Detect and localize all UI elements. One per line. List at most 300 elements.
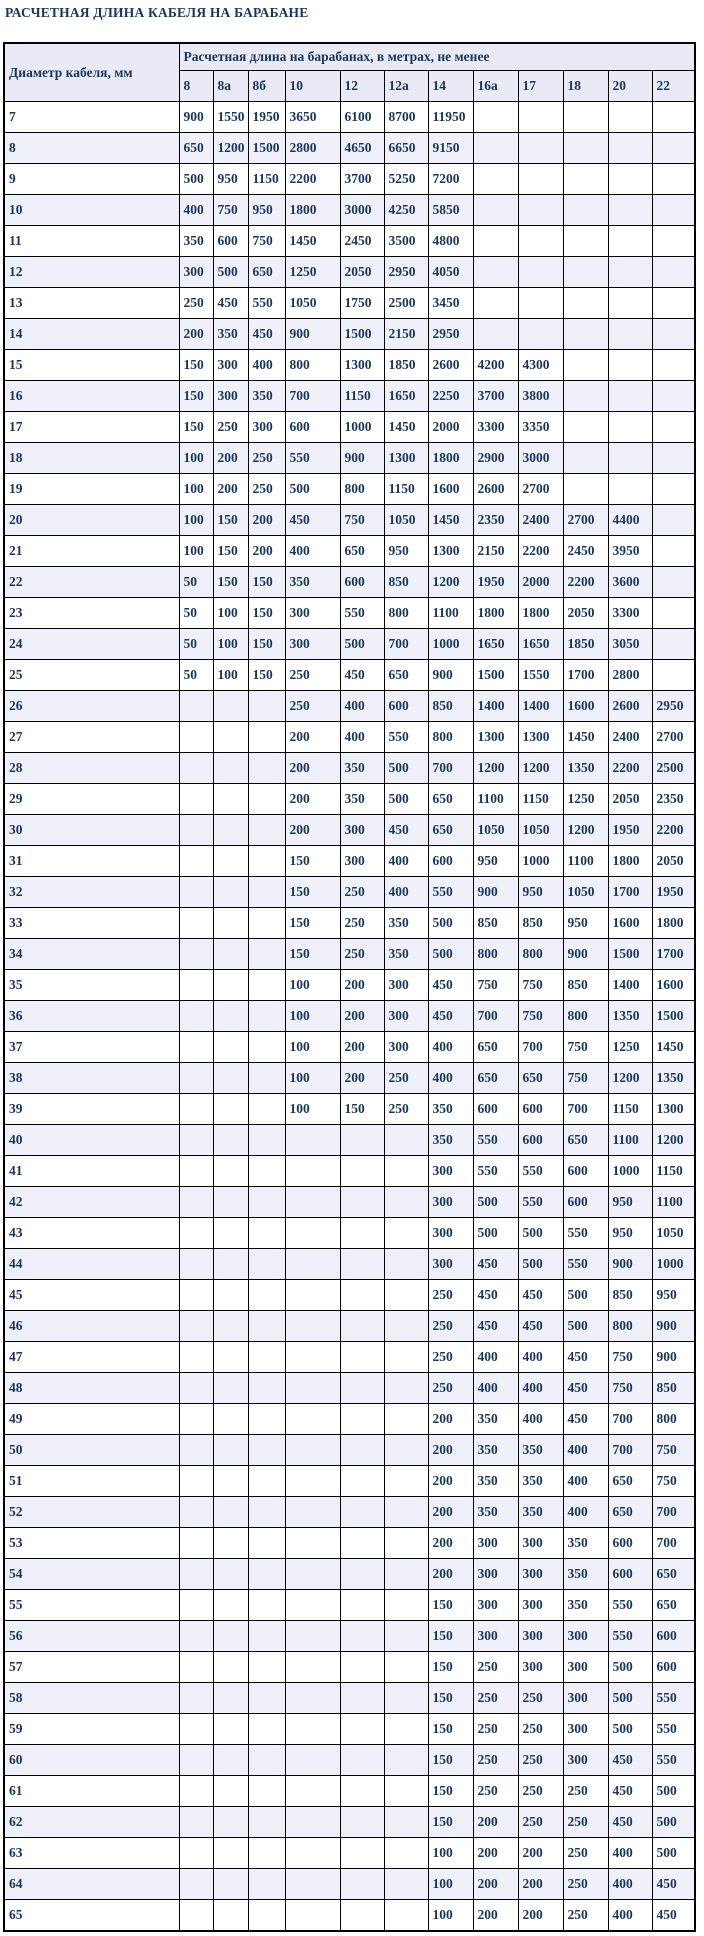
value-cell	[179, 1528, 213, 1559]
value-cell: 550	[608, 1590, 652, 1621]
value-cell: 50	[179, 660, 213, 691]
value-cell: 1400	[473, 691, 518, 722]
value-cell: 500	[473, 1187, 518, 1218]
value-cell	[213, 1373, 248, 1404]
drum-size-header: 10	[285, 71, 340, 102]
value-cell: 1100	[473, 784, 518, 815]
value-cell	[179, 1652, 213, 1683]
value-cell: 1950	[248, 102, 285, 133]
drum-size-header: 22	[652, 71, 695, 102]
value-cell	[179, 1466, 213, 1497]
diameter-cell: 17	[4, 412, 179, 443]
value-cell: 1000	[340, 412, 384, 443]
value-cell	[248, 970, 285, 1001]
value-cell: 1800	[285, 195, 340, 226]
value-cell	[285, 1590, 340, 1621]
table-row	[4, 1156, 695, 1187]
value-cell: 450	[652, 1869, 695, 1900]
value-cell: 300	[285, 598, 340, 629]
value-cell	[285, 1869, 340, 1900]
value-cell: 2450	[340, 226, 384, 257]
value-cell	[248, 1900, 285, 1932]
value-cell: 600	[473, 1094, 518, 1125]
value-cell: 400	[428, 1032, 473, 1063]
value-cell: 750	[563, 1032, 608, 1063]
value-cell: 9150	[428, 133, 473, 164]
value-cell	[213, 1869, 248, 1900]
value-cell	[179, 1683, 213, 1714]
value-cell: 550	[285, 443, 340, 474]
value-cell: 150	[340, 1094, 384, 1125]
value-cell: 250	[473, 1745, 518, 1776]
value-cell: 150	[179, 350, 213, 381]
value-cell: 1500	[608, 939, 652, 970]
diameter-cell: 55	[4, 1590, 179, 1621]
value-cell: 50	[179, 567, 213, 598]
value-cell: 500	[563, 1280, 608, 1311]
table-row	[4, 195, 695, 226]
value-cell	[248, 1807, 285, 1838]
value-cell	[213, 1187, 248, 1218]
value-cell: 600	[213, 226, 248, 257]
value-cell: 150	[285, 877, 340, 908]
value-cell	[384, 1404, 428, 1435]
value-cell: 600	[563, 1187, 608, 1218]
table-body	[4, 102, 695, 1932]
value-cell: 300	[340, 815, 384, 846]
value-cell	[340, 1559, 384, 1590]
value-cell: 1700	[652, 939, 695, 970]
value-cell: 50	[179, 598, 213, 629]
value-cell: 800	[285, 350, 340, 381]
value-cell	[213, 1590, 248, 1621]
value-cell: 550	[518, 1156, 563, 1187]
value-cell: 700	[652, 1528, 695, 1559]
value-cell: 650	[428, 815, 473, 846]
value-cell: 500	[518, 1249, 563, 1280]
value-cell: 1250	[285, 257, 340, 288]
value-cell: 400	[608, 1869, 652, 1900]
value-cell: 400	[179, 195, 213, 226]
table-row	[4, 691, 695, 722]
value-cell	[384, 1900, 428, 1932]
table-row	[4, 102, 695, 133]
value-cell: 1800	[428, 443, 473, 474]
value-cell: 1000	[428, 629, 473, 660]
diameter-cell: 16	[4, 381, 179, 412]
value-cell: 250	[473, 1652, 518, 1683]
value-cell	[384, 1807, 428, 1838]
diameter-cell: 50	[4, 1435, 179, 1466]
value-cell: 650	[563, 1125, 608, 1156]
value-cell: 800	[384, 598, 428, 629]
value-cell	[652, 505, 695, 536]
value-cell: 300	[179, 257, 213, 288]
value-cell: 400	[518, 1373, 563, 1404]
value-cell: 500	[428, 908, 473, 939]
value-cell	[248, 1404, 285, 1435]
value-cell: 200	[428, 1404, 473, 1435]
value-cell	[285, 1156, 340, 1187]
value-cell	[563, 288, 608, 319]
value-cell: 400	[340, 691, 384, 722]
value-cell: 150	[428, 1652, 473, 1683]
value-cell	[652, 536, 695, 567]
value-cell	[248, 1218, 285, 1249]
value-cell: 200	[213, 474, 248, 505]
value-cell: 2600	[473, 474, 518, 505]
value-cell: 2400	[608, 722, 652, 753]
value-cell: 350	[428, 1125, 473, 1156]
table-row	[4, 908, 695, 939]
value-cell: 950	[608, 1187, 652, 1218]
value-cell	[248, 846, 285, 877]
value-cell: 200	[285, 815, 340, 846]
value-cell: 2250	[428, 381, 473, 412]
value-cell	[473, 257, 518, 288]
value-cell: 2050	[608, 784, 652, 815]
value-cell	[248, 1249, 285, 1280]
value-cell: 700	[384, 629, 428, 660]
value-cell	[608, 195, 652, 226]
value-cell	[213, 939, 248, 970]
value-cell	[608, 443, 652, 474]
value-cell	[340, 1404, 384, 1435]
diameter-cell: 22	[4, 567, 179, 598]
diameter-cell: 62	[4, 1807, 179, 1838]
value-cell: 200	[340, 970, 384, 1001]
value-cell	[179, 1869, 213, 1900]
value-cell	[384, 1249, 428, 1280]
table-row	[4, 350, 695, 381]
value-cell: 300	[563, 1683, 608, 1714]
diameter-cell: 56	[4, 1621, 179, 1652]
value-cell: 2350	[473, 505, 518, 536]
value-cell	[248, 815, 285, 846]
table-row	[4, 412, 695, 443]
table-row	[4, 1280, 695, 1311]
value-cell	[179, 1404, 213, 1435]
table-row	[4, 1435, 695, 1466]
value-cell: 1500	[248, 133, 285, 164]
value-cell: 5250	[384, 164, 428, 195]
value-cell: 450	[213, 288, 248, 319]
value-cell	[652, 257, 695, 288]
value-cell: 400	[384, 877, 428, 908]
value-cell	[608, 381, 652, 412]
value-cell: 450	[340, 660, 384, 691]
value-cell: 200	[518, 1900, 563, 1932]
value-cell: 950	[652, 1280, 695, 1311]
value-cell: 350	[213, 319, 248, 350]
value-cell	[285, 1652, 340, 1683]
value-cell	[652, 226, 695, 257]
value-cell: 1550	[213, 102, 248, 133]
value-cell: 950	[213, 164, 248, 195]
value-cell	[563, 381, 608, 412]
value-cell: 800	[563, 1001, 608, 1032]
value-cell	[384, 1466, 428, 1497]
value-cell: 200	[340, 1032, 384, 1063]
value-cell: 1250	[608, 1032, 652, 1063]
value-cell	[213, 1652, 248, 1683]
table-row	[4, 753, 695, 784]
value-cell: 2200	[285, 164, 340, 195]
value-cell: 450	[248, 319, 285, 350]
table-row	[4, 1869, 695, 1900]
value-cell: 800	[518, 939, 563, 970]
value-cell: 2150	[384, 319, 428, 350]
value-cell	[285, 1187, 340, 1218]
value-cell	[285, 1497, 340, 1528]
value-cell: 200	[285, 753, 340, 784]
value-cell: 250	[473, 1776, 518, 1807]
value-cell: 4650	[340, 133, 384, 164]
value-cell: 700	[608, 1435, 652, 1466]
diameter-cell: 28	[4, 753, 179, 784]
value-cell: 750	[608, 1373, 652, 1404]
value-cell: 1050	[518, 815, 563, 846]
value-cell: 1800	[652, 908, 695, 939]
value-cell: 1150	[518, 784, 563, 815]
value-cell	[652, 195, 695, 226]
value-cell: 600	[428, 846, 473, 877]
value-cell: 250	[179, 288, 213, 319]
value-cell	[384, 1187, 428, 1218]
value-cell	[285, 1280, 340, 1311]
value-cell: 400	[384, 846, 428, 877]
value-cell: 450	[285, 505, 340, 536]
value-cell: 800	[428, 722, 473, 753]
value-cell: 3000	[340, 195, 384, 226]
value-cell: 500	[340, 629, 384, 660]
value-cell	[179, 1125, 213, 1156]
value-cell: 300	[428, 1156, 473, 1187]
value-cell: 650	[179, 133, 213, 164]
value-cell: 350	[518, 1497, 563, 1528]
table-row	[4, 1621, 695, 1652]
value-cell	[285, 1249, 340, 1280]
table-row	[4, 1528, 695, 1559]
diameter-cell: 64	[4, 1869, 179, 1900]
value-cell: 1050	[652, 1218, 695, 1249]
table-row	[4, 1776, 695, 1807]
value-cell	[285, 1807, 340, 1838]
value-cell: 500	[518, 1218, 563, 1249]
value-cell: 750	[248, 226, 285, 257]
value-cell: 1250	[563, 784, 608, 815]
value-cell	[518, 164, 563, 195]
diameter-cell: 53	[4, 1528, 179, 1559]
value-cell	[340, 1621, 384, 1652]
value-cell	[285, 1745, 340, 1776]
value-cell: 750	[518, 970, 563, 1001]
value-cell: 400	[428, 1063, 473, 1094]
diameter-cell: 34	[4, 939, 179, 970]
value-cell: 450	[563, 1373, 608, 1404]
drum-size-header: 8а	[213, 71, 248, 102]
value-cell	[340, 1466, 384, 1497]
value-cell: 1450	[563, 722, 608, 753]
value-cell	[213, 1559, 248, 1590]
value-cell	[384, 1528, 428, 1559]
value-cell: 4800	[428, 226, 473, 257]
value-cell	[179, 1776, 213, 1807]
value-cell: 2800	[285, 133, 340, 164]
value-cell: 250	[248, 443, 285, 474]
value-cell: 1200	[608, 1063, 652, 1094]
value-cell: 800	[473, 939, 518, 970]
value-cell	[179, 1063, 213, 1094]
value-cell	[608, 257, 652, 288]
table-row	[4, 164, 695, 195]
value-cell	[384, 1714, 428, 1745]
value-cell	[340, 1249, 384, 1280]
value-cell	[563, 102, 608, 133]
diameter-cell: 57	[4, 1652, 179, 1683]
value-cell: 650	[428, 784, 473, 815]
value-cell	[285, 1900, 340, 1932]
value-cell: 600	[563, 1156, 608, 1187]
diameter-cell: 8	[4, 133, 179, 164]
value-cell	[179, 970, 213, 1001]
table-row	[4, 288, 695, 319]
diameter-cell: 59	[4, 1714, 179, 1745]
value-cell: 700	[563, 1094, 608, 1125]
value-cell: 1300	[652, 1094, 695, 1125]
value-cell	[652, 598, 695, 629]
value-cell: 450	[518, 1280, 563, 1311]
value-cell: 550	[563, 1218, 608, 1249]
diameter-cell: 39	[4, 1094, 179, 1125]
value-cell	[340, 1373, 384, 1404]
value-cell: 650	[473, 1032, 518, 1063]
drum-size-header: 20	[608, 71, 652, 102]
value-cell	[384, 1745, 428, 1776]
value-cell: 200	[285, 722, 340, 753]
value-cell: 300	[563, 1621, 608, 1652]
value-cell: 350	[518, 1435, 563, 1466]
value-cell: 550	[652, 1714, 695, 1745]
value-cell: 2000	[428, 412, 473, 443]
value-cell: 350	[473, 1435, 518, 1466]
value-cell: 150	[428, 1714, 473, 1745]
value-cell: 150	[213, 505, 248, 536]
value-cell	[248, 1435, 285, 1466]
value-cell: 900	[608, 1249, 652, 1280]
value-cell: 200	[473, 1838, 518, 1869]
value-cell: 300	[518, 1652, 563, 1683]
value-cell: 250	[428, 1373, 473, 1404]
value-cell	[248, 1776, 285, 1807]
value-cell	[473, 288, 518, 319]
value-cell	[518, 257, 563, 288]
value-cell: 3300	[473, 412, 518, 443]
value-cell: 1150	[608, 1094, 652, 1125]
value-cell: 250	[285, 691, 340, 722]
value-cell: 100	[285, 1001, 340, 1032]
value-cell	[608, 412, 652, 443]
diameter-cell: 24	[4, 629, 179, 660]
value-cell: 1300	[384, 443, 428, 474]
value-cell	[213, 1528, 248, 1559]
value-cell	[179, 1900, 213, 1932]
value-cell: 150	[428, 1683, 473, 1714]
value-cell	[248, 1311, 285, 1342]
value-cell	[608, 102, 652, 133]
value-cell: 2050	[652, 846, 695, 877]
value-cell	[213, 1435, 248, 1466]
value-cell	[340, 1125, 384, 1156]
value-cell	[248, 1745, 285, 1776]
value-cell: 2000	[518, 567, 563, 598]
value-cell	[563, 350, 608, 381]
value-cell: 750	[652, 1466, 695, 1497]
value-cell	[608, 226, 652, 257]
value-cell: 500	[652, 1776, 695, 1807]
value-cell: 300	[213, 350, 248, 381]
value-cell	[248, 1559, 285, 1590]
value-cell	[248, 1032, 285, 1063]
value-cell	[213, 1466, 248, 1497]
value-cell: 150	[285, 908, 340, 939]
value-cell: 700	[473, 1001, 518, 1032]
diameter-cell: 60	[4, 1745, 179, 1776]
value-cell: 350	[473, 1497, 518, 1528]
value-cell	[340, 1807, 384, 1838]
table-row	[4, 1125, 695, 1156]
value-cell: 100	[179, 443, 213, 474]
value-cell: 150	[248, 598, 285, 629]
value-cell: 1650	[384, 381, 428, 412]
drum-size-header: 8	[179, 71, 213, 102]
value-cell: 50	[179, 629, 213, 660]
value-cell: 200	[518, 1869, 563, 1900]
table-row	[4, 1838, 695, 1869]
value-cell	[179, 1249, 213, 1280]
value-cell: 450	[608, 1745, 652, 1776]
value-cell: 2200	[652, 815, 695, 846]
value-cell: 8700	[384, 102, 428, 133]
value-cell: 700	[518, 1032, 563, 1063]
value-cell: 450	[563, 1404, 608, 1435]
value-cell: 200	[428, 1497, 473, 1528]
value-cell: 100	[213, 598, 248, 629]
diameter-cell: 19	[4, 474, 179, 505]
value-cell	[518, 226, 563, 257]
value-cell: 550	[248, 288, 285, 319]
value-cell: 600	[518, 1125, 563, 1156]
value-cell: 3500	[384, 226, 428, 257]
table-row	[4, 133, 695, 164]
table-row	[4, 381, 695, 412]
diameter-cell: 12	[4, 257, 179, 288]
value-cell	[340, 1776, 384, 1807]
value-cell	[340, 1590, 384, 1621]
value-cell: 2900	[473, 443, 518, 474]
diameter-cell: 31	[4, 846, 179, 877]
page-title: РАСЧЕТНАЯ ДЛИНА КАБЕЛЯ НА БАРАБАНЕ	[5, 5, 309, 20]
value-cell: 2200	[608, 753, 652, 784]
value-cell	[213, 1776, 248, 1807]
value-cell: 4400	[608, 505, 652, 536]
value-cell: 300	[384, 970, 428, 1001]
value-cell: 11950	[428, 102, 473, 133]
value-cell: 300	[563, 1745, 608, 1776]
value-cell: 1950	[652, 877, 695, 908]
value-cell: 300	[248, 412, 285, 443]
value-cell: 1200	[428, 567, 473, 598]
